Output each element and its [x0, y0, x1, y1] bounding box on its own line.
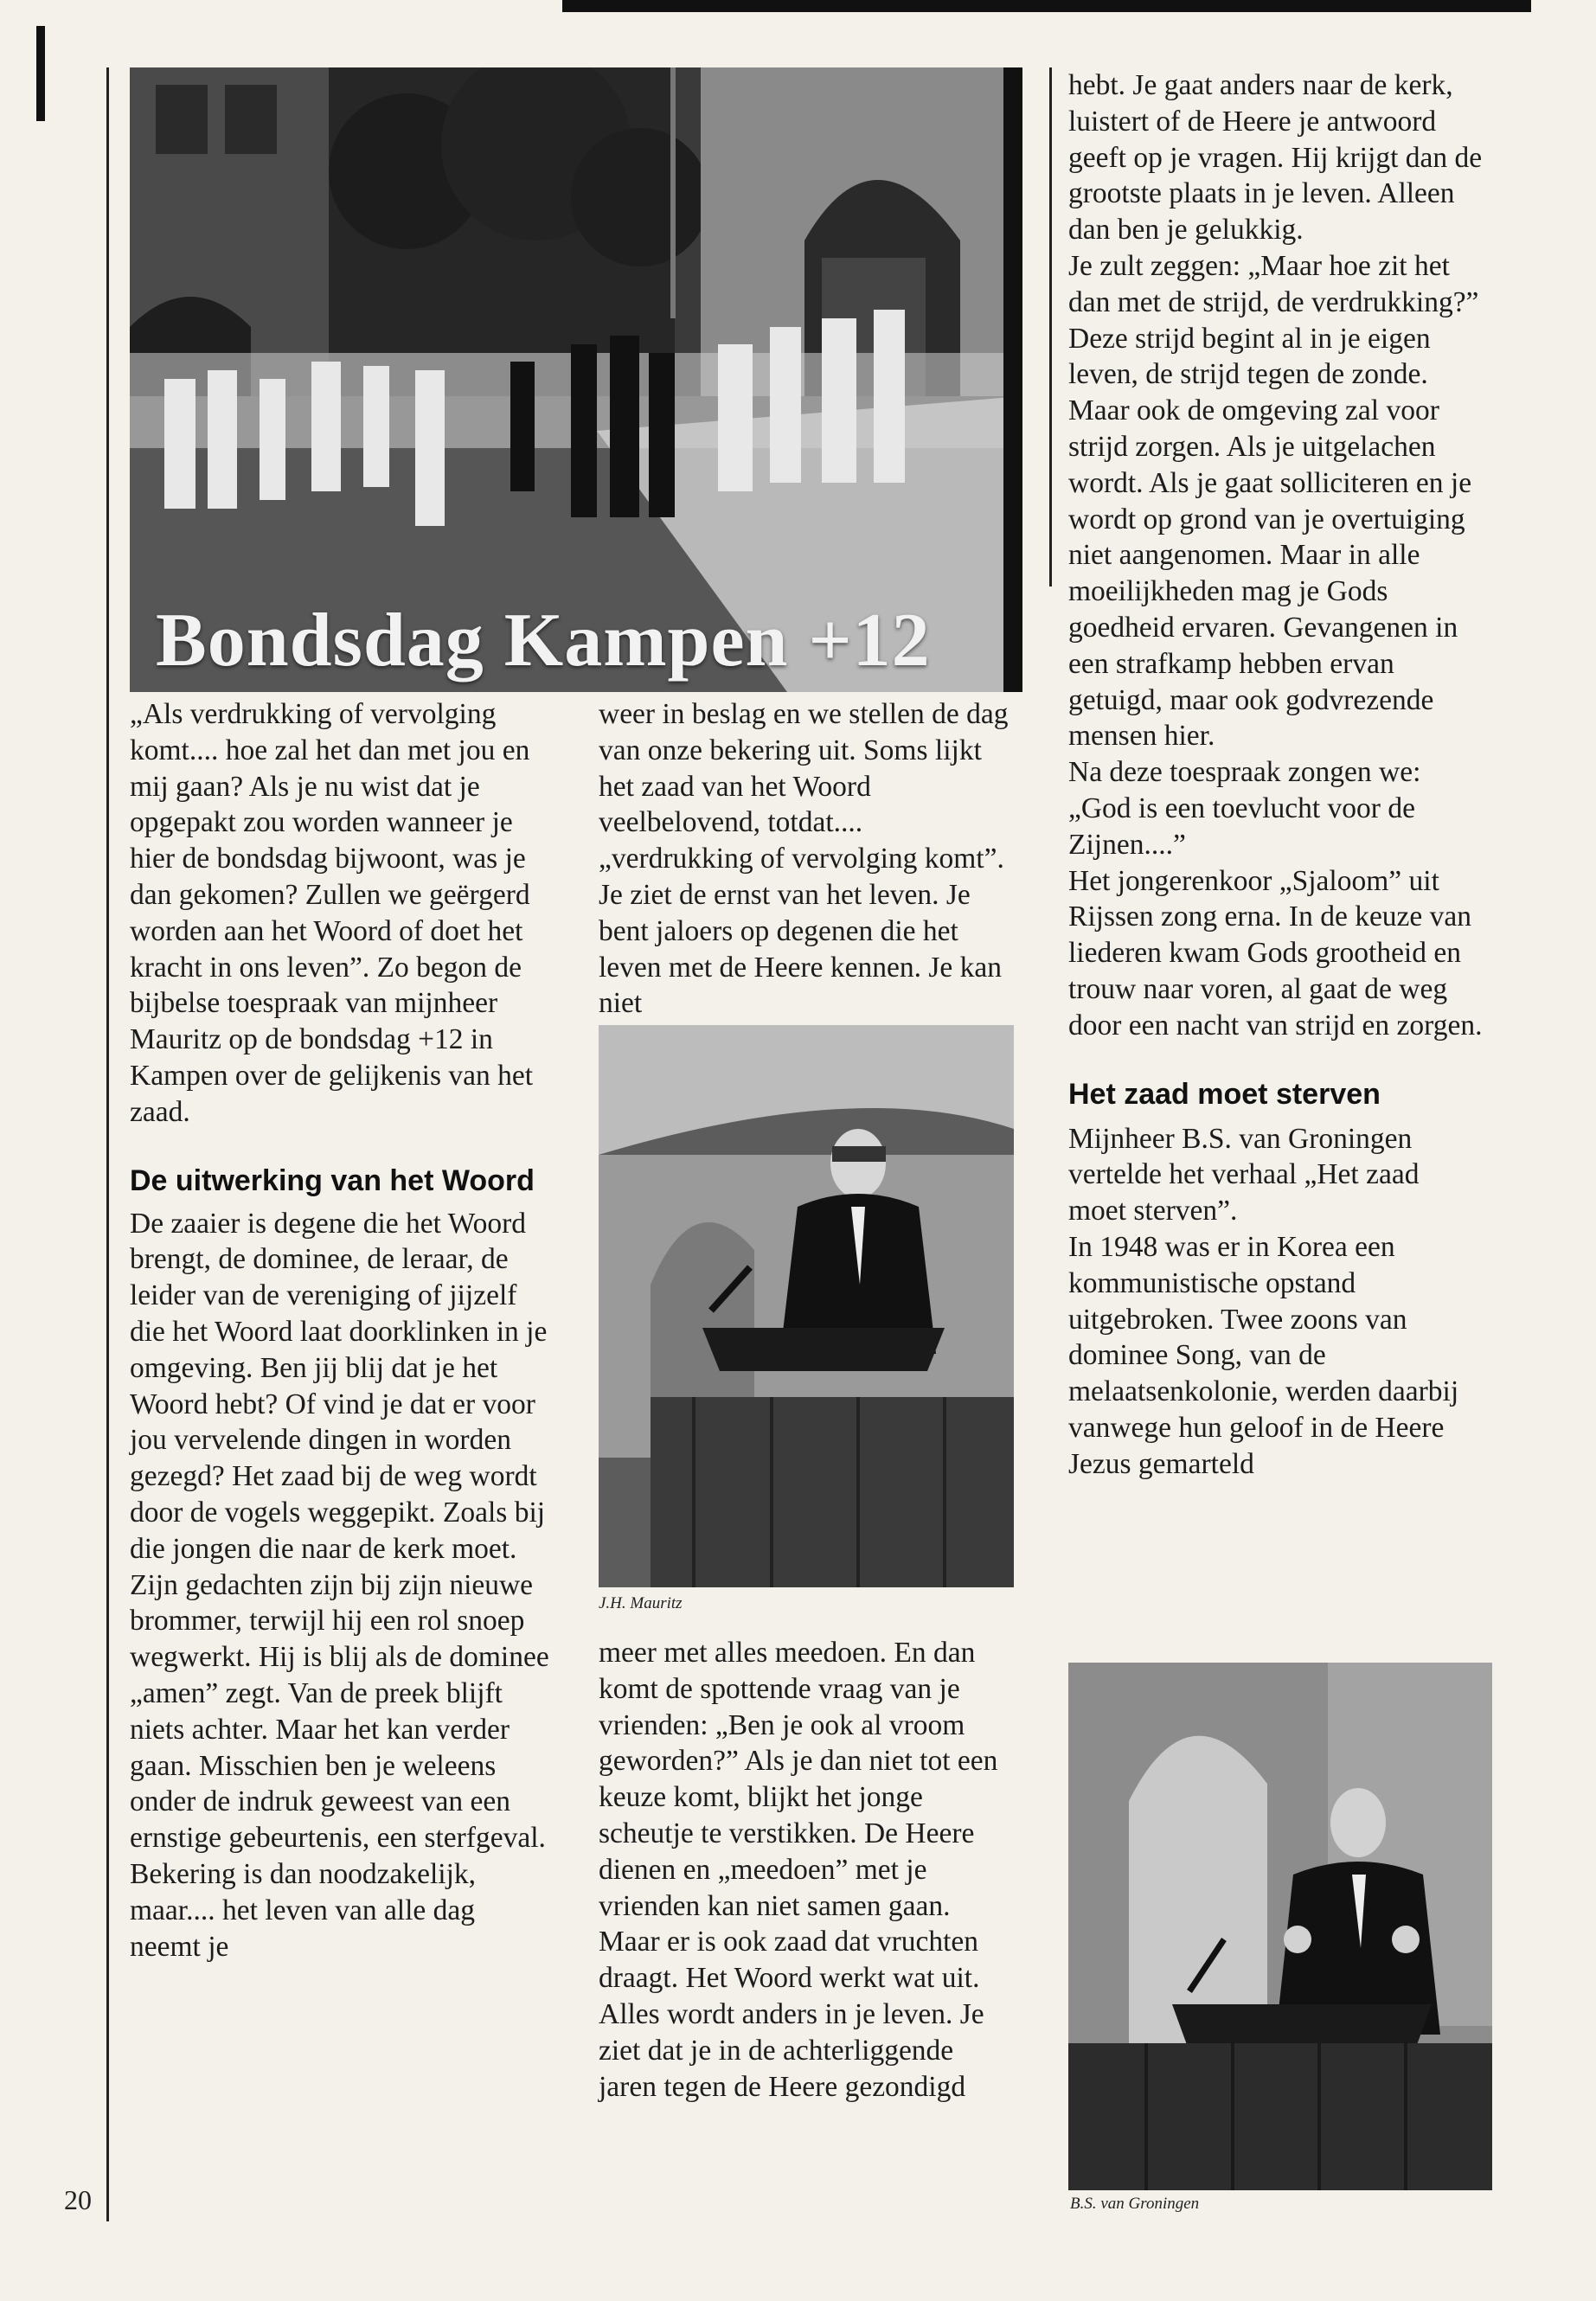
- col3-paragraph-4: Het jongerenkoor „Sjaloom” uit Rijssen zong erna. In de keuze van liederen kwam Gods grootheid en trouw naar voren, al gaat de weg door een nacht van strijd en zorgen.: [1068, 864, 1483, 1042]
- col3-paragraph-2: Je zult zeggen: „Maar hoe zit het dan met de strijd, de verdrukking?” Deze strijd begint al in je eigen leven, de strijd tegen de zonde. Maar ook de omgeving zal voor strijd zorgen. Als je uitgelachen wordt. Als je gaat solliciteren en je wordt op grond van je overtuiging niet aangenomen. Maar in alle moeilijkheden mag je Gods goedheid ervaren. Gevangenen in een strafkamp hebben ervan getuigd, maar ook godvrezende mensen hier.: [1068, 249, 1479, 753]
- page-number: 20: [64, 2184, 92, 2215]
- col2-bottom-paragraph-2: Maar er is ook zaad dat vruchten draagt. Het Woord werkt wat uit. Alles wordt anders in je leven. Je ziet dat je in de achterliggende jaren tegen de Heere gezondigd: [599, 1926, 984, 2103]
- col2-top-paragraph: weer in beslag en we stellen de dag van onze bekering uit. Soms lijkt het zaad van het Woord veelbelovend, totdat.... „verdrukking of vervolging komt”. Je ziet de ernst van het leven. Je bent jaloers op degenen die het leven met de Heere kennen. Je kan niet: [599, 698, 1009, 1020]
- column-3: [1068, 67, 1484, 1482]
- intro-paragraph: „Als verdrukking of vervolging komt.... hoe zal het dan met jou en mij gaan? Als je nu wist dat je opgepakt zou worden wanneer je hier de bondsdag bijwoont, was je dan gekomen? Zullen we geërgerd worden aan het Woord of doet het kracht in ons leven”. Zo begon de bijbelse toespraak van mijnheer Mauritz op de bondsdag +12 in Kampen over de gelijkenis van het zaad.: [130, 698, 534, 1128]
- col3-paragraph-5: Mijnheer B.S. van Groningen vertelde het verhaal „Het zaad moet sterven”.: [1068, 1122, 1420, 1227]
- caption-mauritz: J.H. Mauritz: [599, 1594, 683, 1612]
- section-heading-woord: De uitwerking van het Woord: [130, 1163, 535, 1197]
- photo-mauritz: [599, 1025, 1014, 1587]
- column-2-bottom: [599, 1635, 1014, 2105]
- column-rule-right: [1049, 67, 1052, 586]
- photo-van-groningen: [1068, 1663, 1492, 2190]
- column-rule-left: [106, 67, 109, 2221]
- col3-paragraph-1: hebt. Je gaat anders naar de kerk, luistert of de Heere je antwoord geeft op je vragen. Hij krijgt dan de grootste plaats in je leven. Alleen dan ben je gelukkig.: [1068, 69, 1483, 247]
- left-margin-bar: [36, 26, 45, 121]
- top-rule: [562, 0, 1531, 12]
- article-title: Bondsdag Kampen +12: [156, 599, 931, 683]
- col3-paragraph-6: In 1948 was er in Korea een kommunistische opstand uitgebroken. Twee zoons van dominee Song, van de melaatsenkolonie, werden daarbij vanwege hun geloof in de Heere Jezus gemarteld: [1068, 1230, 1459, 1480]
- caption-van-groningen: B.S. van Groningen: [1070, 2195, 1200, 2213]
- column-1: [130, 696, 549, 1965]
- col2-bottom-paragraph-1: meer met alles meedoen. En dan komt de spottende vraag van je vrienden: „Ben je ook al vroom geworden?” Als je dan niet tot een keuze komt, blijkt het jonge scheutje te verstikken. De Heere dienen en „meedoen” met je vrienden kan niet samen gaan.: [599, 1637, 998, 1922]
- section-heading-zaad: Het zaad moet sterven: [1068, 1077, 1381, 1111]
- column-2-top: [599, 696, 1014, 1022]
- col3-paragraph-3: Na deze toespraak zongen we: „God is een toevlucht voor de Zijnen....”: [1068, 756, 1421, 861]
- body-paragraph: De zaaier is degene die het Woord brengt, de dominee, de leraar, de leider van de vereniging of jijzelf die het Woord laat doorklinken in je omgeving. Ben jij blij dat je het Woord hebt? Of vind je dat er voor jou vervelende dingen in worden gezegd? Het zaad bij de weg wordt door de vogels weggepikt. Zoals bij die jongen die naar de kerk moet. Zijn gedachten zijn bij zijn nieuwe brommer, terwijl hij een rol snoep wegwerkt. Hij is blij als de dominee „amen” zegt. Van de preek blijft niets achter. Maar het kan verder gaan. Misschien ben je weleens onder de indruk geweest van een ernstige gebeurtenis, een sterfgeval. Bekering is dan noodzakelijk, maar.... het leven van alle dag neemt je: [130, 1207, 549, 1963]
